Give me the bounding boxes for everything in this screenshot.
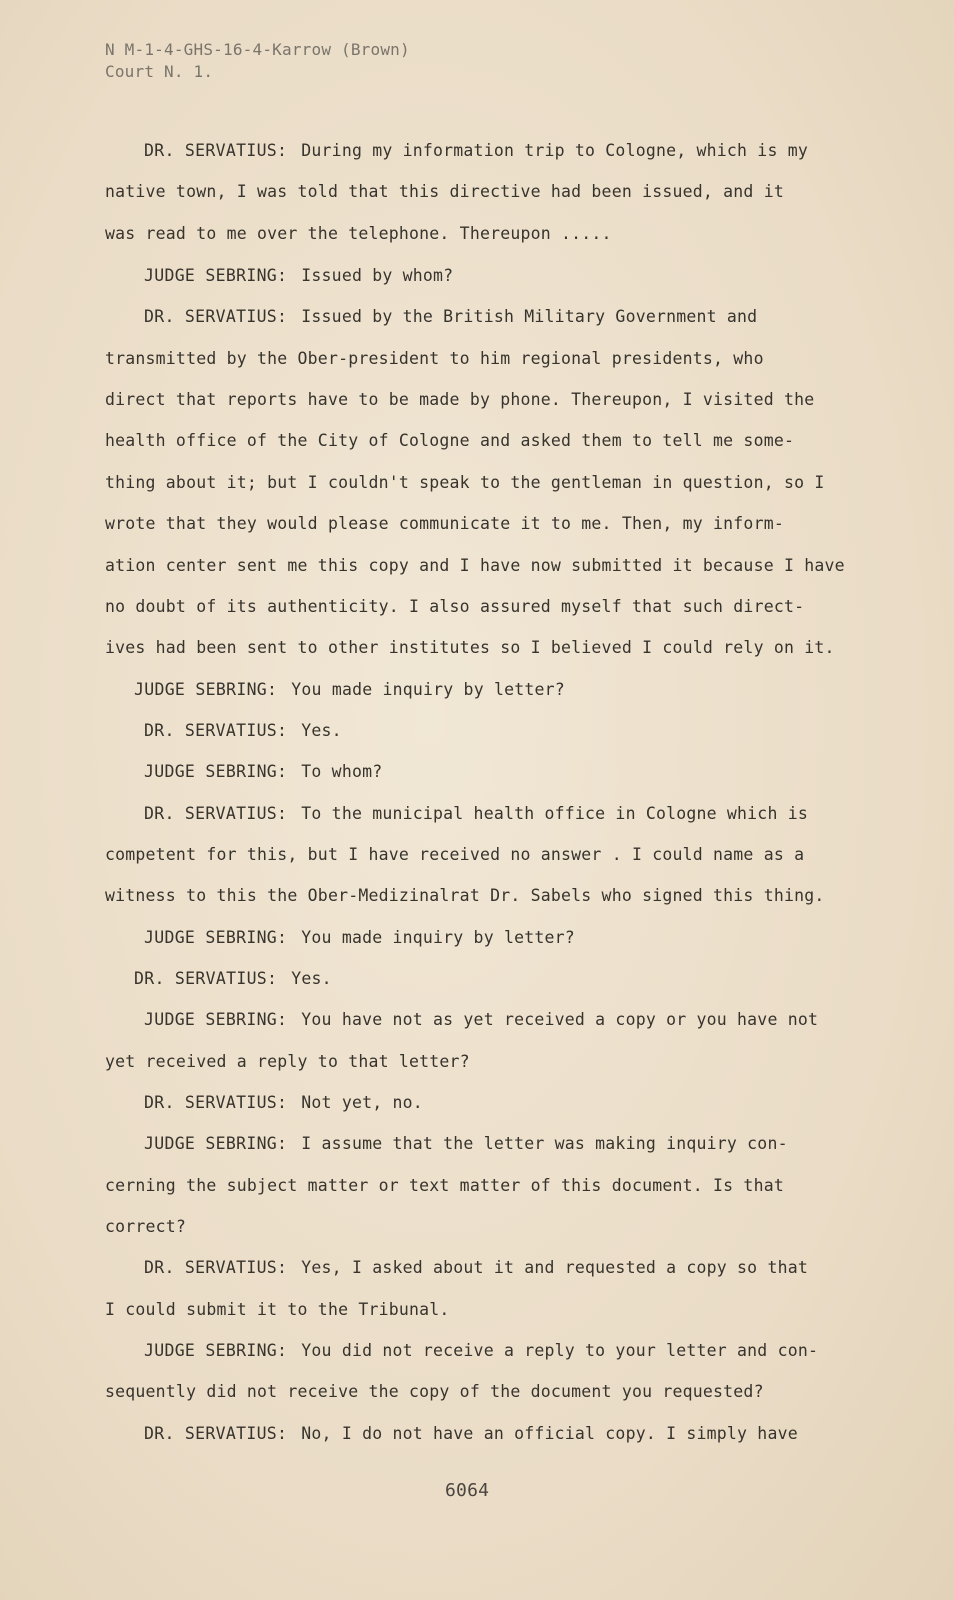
- speech-text: Not yet, no.: [301, 1093, 423, 1112]
- dialogue-line: [144, 804, 808, 823]
- speech-text: Yes, I asked about it and requested a copy so that: [301, 1258, 808, 1277]
- speaker-label: DR. SERVATIUS:: [144, 721, 288, 740]
- speech-text: Yes.: [291, 969, 332, 988]
- speaker-label: DR. SERVATIUS:: [144, 307, 288, 326]
- speech-text: To the municipal health office in Cologne which is: [301, 804, 808, 823]
- dialogue-line: competent for this, but I have received no answer . I could name as a: [105, 845, 805, 864]
- dialogue-line: I could submit it to the Tribunal.: [105, 1300, 450, 1319]
- dialogue-line: thing about it; but I couldn't speak to the gentleman in question, so I: [105, 473, 825, 492]
- dialogue-line: [144, 141, 808, 160]
- speaker-label: DR. SERVATIUS:: [134, 969, 278, 988]
- dialogue-line: transmitted by the Ober-president to him regional presidents, who: [105, 349, 764, 368]
- speech-text: During my information trip to Cologne, which is my: [301, 141, 808, 160]
- dialogue-line: cerning the subject matter or text matter of this document. Is that: [105, 1176, 784, 1195]
- dialogue-line: ives had been sent to other institutes so I believed I could rely on it.: [105, 638, 835, 657]
- dialogue-line: [144, 1010, 818, 1029]
- speech-text: I assume that the letter was making inquiry con-: [301, 1134, 788, 1153]
- dialogue-line: [144, 1093, 423, 1112]
- speaker-label: JUDGE SEBRING:: [134, 680, 278, 699]
- speech-text: You made inquiry by letter?: [291, 680, 565, 699]
- dialogue-line: [134, 969, 332, 988]
- dialogue-line: [144, 1258, 808, 1277]
- dialogue-line: correct?: [105, 1217, 187, 1236]
- header-court-line: Court N. 1.: [105, 62, 214, 81]
- dialogue-line: yet received a reply to that letter?: [105, 1052, 470, 1071]
- speech-text: No, I do not have an official copy. I simply have: [301, 1424, 798, 1443]
- speech-text: Issued by whom?: [301, 266, 454, 285]
- dialogue-line: [144, 266, 453, 285]
- speaker-label: DR. SERVATIUS:: [144, 141, 288, 160]
- speech-text: To whom?: [301, 762, 383, 781]
- speaker-label: JUDGE SEBRING:: [144, 928, 288, 947]
- dialogue-line: no doubt of its authenticity. I also assured myself that such direct-: [105, 597, 805, 616]
- page-number: 6064: [445, 1480, 490, 1501]
- dialogue-line: direct that reports have to be made by phone. Thereupon, I visited the: [105, 390, 815, 409]
- dialogue-line: wrote that they would please communicate it to me. Then, my inform-: [105, 514, 784, 533]
- dialogue-line: was read to me over the telephone. Thereupon .....: [105, 224, 612, 243]
- speaker-label: DR. SERVATIUS:: [144, 1258, 288, 1277]
- speaker-label: DR. SERVATIUS:: [144, 1093, 288, 1112]
- dialogue-line: [144, 721, 342, 740]
- dialogue-line: sequently did not receive the copy of the document you requested?: [105, 1382, 764, 1401]
- dialogue-line: native town, I was told that this directive had been issued, and it: [105, 182, 784, 201]
- dialogue-line: [144, 928, 575, 947]
- speech-text: You did not receive a reply to your letter and con-: [301, 1341, 819, 1360]
- dialogue-line: [144, 307, 757, 326]
- speech-text: Issued by the British Military Government and: [301, 307, 758, 326]
- speaker-label: JUDGE SEBRING:: [144, 1341, 288, 1360]
- dialogue-line: [144, 1134, 788, 1153]
- dialogue-line: [144, 762, 382, 781]
- speaker-label: DR. SERVATIUS:: [144, 1424, 288, 1443]
- dialogue-line: [144, 1424, 798, 1443]
- speaker-label: JUDGE SEBRING:: [144, 266, 288, 285]
- speaker-label: JUDGE SEBRING:: [144, 1134, 288, 1153]
- dialogue-line: [144, 1341, 818, 1360]
- header-case-line: N M-1-4-GHS-16-4-Karrow (Brown): [105, 40, 410, 59]
- dialogue-line: ation center sent me this copy and I have now submitted it because I have: [105, 556, 845, 575]
- speech-text: You have not as yet received a copy or you have not: [301, 1010, 819, 1029]
- speech-text: You made inquiry by letter?: [301, 928, 575, 947]
- dialogue-line: witness to this the Ober-Medizinalrat Dr. Sabels who signed this thing.: [105, 886, 825, 905]
- dialogue-line: [134, 680, 565, 699]
- speaker-label: JUDGE SEBRING:: [144, 762, 288, 781]
- speech-text: Yes.: [301, 721, 342, 740]
- dialogue-line: health office of the City of Cologne and asked them to tell me some-: [105, 431, 795, 450]
- speaker-label: JUDGE SEBRING:: [144, 1010, 288, 1029]
- speaker-label: DR. SERVATIUS:: [144, 804, 288, 823]
